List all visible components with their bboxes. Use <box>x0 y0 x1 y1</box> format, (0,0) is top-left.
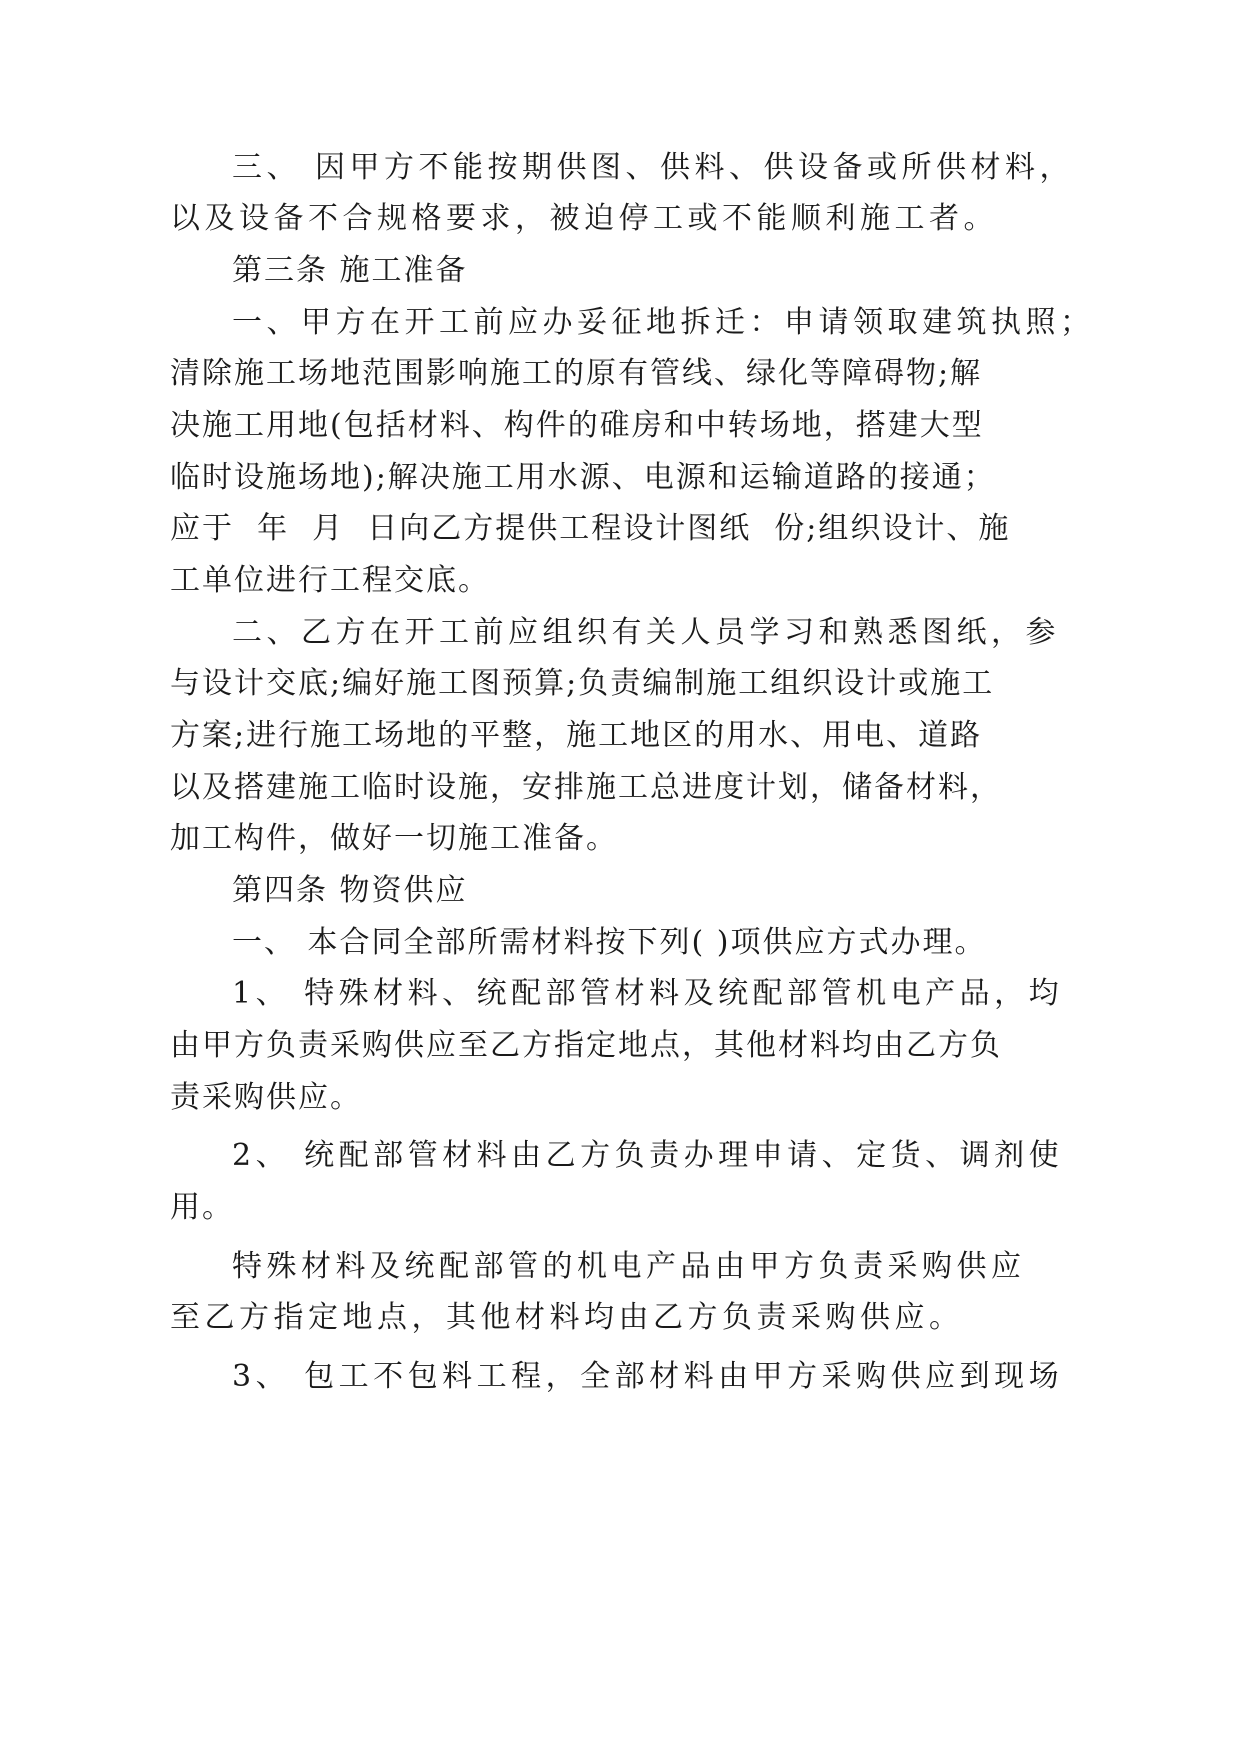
paragraph-line: 特殊材料及统配部管的机电产品由甲方负责采购供应 <box>232 1249 1026 1284</box>
paragraph-line: 决施工用地(包括材料、构件的碓房和中转场地，搭建大型 <box>170 408 984 443</box>
paragraph-line: 应于 年 月 日向乙方提供工程设计图纸 份;组织设计、施 <box>170 511 1011 546</box>
paragraph-line: 一、甲方在开工前应办妥征地拆迁：申请领取建筑执照； <box>232 305 1095 340</box>
paragraph-line: 以及设备不合规格要求，被迫停工或不能顺利施工者。 <box>170 201 998 236</box>
section-heading: 第三条 施工准备 <box>232 253 468 288</box>
paragraph-line: 三、 因甲方不能按期供图、供料、供设备或所供材料， <box>232 150 1075 185</box>
paragraph-line: 至乙方指定地点，其他材料均由乙方负责采购供应。 <box>170 1300 964 1335</box>
paragraph-line: 加工构件，做好一切施工准备。 <box>170 821 618 856</box>
paragraph-line: 二、乙方在开工前应组织有关人员学习和熟悉图纸，参 <box>232 615 1060 650</box>
paragraph-line: 2、 统配部管材料由乙方负责办理申请、定货、调剂使 <box>232 1138 1064 1173</box>
paragraph-line: 与设计交底;编好施工图预算;负责编制施工组织设计或施工 <box>170 666 995 701</box>
paragraph-line: 工单位进行工程交底。 <box>170 563 490 598</box>
paragraph-line: 由甲方负责采购供应至乙方指定地点，其他材料均由乙方负 <box>170 1028 1002 1063</box>
paragraph-line: 责采购供应。 <box>170 1080 362 1115</box>
paragraph-line: 用。 <box>170 1190 234 1225</box>
paragraph-line: 方案;进行施工场地的平整，施工地区的用水、用电、道路 <box>170 718 983 753</box>
paragraph-line: 临时设施场地);解决施工用水源、电源和运输道路的接通； <box>170 460 996 495</box>
paragraph-line: 以及搭建施工临时设施，安排施工总进度计划，储备材料， <box>170 770 1002 805</box>
paragraph-line: 一、 本合同全部所需材料按下列( )项供应方式办理。 <box>232 925 987 960</box>
paragraph-line: 1、 特殊材料、统配部管材料及统配部管机电产品，均 <box>232 976 1064 1011</box>
section-heading: 第四条 物资供应 <box>232 873 468 908</box>
paragraph-line: 3、 包工不包料工程，全部材料由甲方采购供应到现场 <box>232 1359 1064 1394</box>
paragraph-line: 清除施工场地范围影响施工的原有管线、绿化等障碍物;解 <box>170 356 983 391</box>
